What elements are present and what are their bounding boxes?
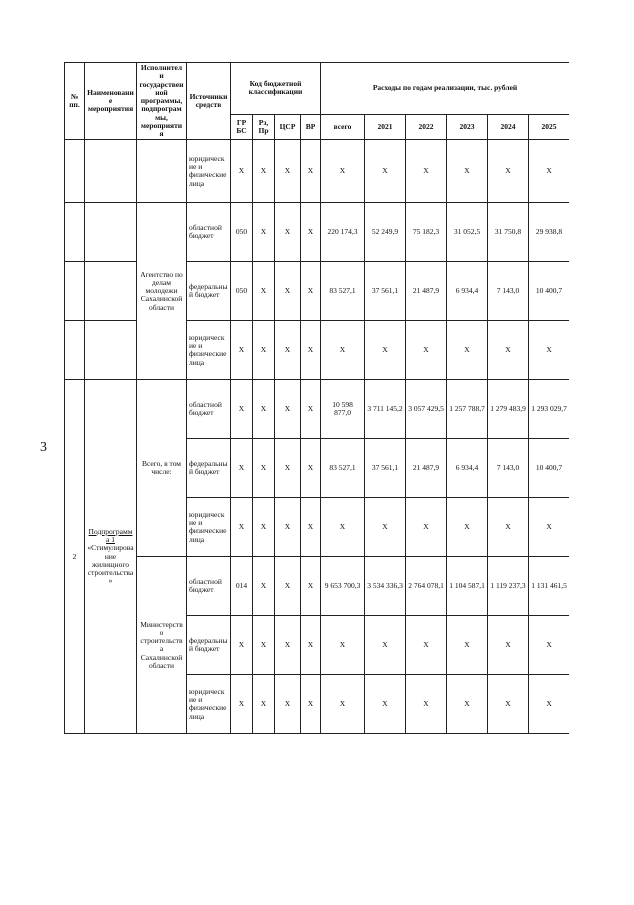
cell-total: X — [321, 675, 365, 734]
cell-source: юридические и физические лица — [187, 140, 231, 203]
cell-2025: X — [529, 140, 570, 203]
cell-2023: X — [447, 498, 488, 557]
cell-source: областной бюджет — [187, 203, 231, 262]
cell-executor-ministry: Министерство строительства Сахалинской области — [137, 557, 187, 734]
header-sources: Источники средств — [187, 63, 231, 140]
cell-grbs: 014 — [231, 557, 253, 616]
cell-2025: 1 131 461,5 — [529, 557, 570, 616]
cell-2024: 1 279 483,9 — [488, 380, 529, 439]
cell-grbs: X — [231, 439, 253, 498]
cell-2023: X — [447, 140, 488, 203]
cell-grbs: 050 — [231, 262, 253, 321]
cell-rzpr: X — [253, 616, 275, 675]
cell-csr: X — [275, 140, 301, 203]
table-wrapper — [64, 62, 569, 840]
cell-vr: X — [301, 140, 321, 203]
cell-executor-total: Всего, в том числе: — [137, 380, 187, 557]
cell-2023: 31 052,5 — [447, 203, 488, 262]
cell-grbs: X — [231, 616, 253, 675]
cell-vr: X — [301, 616, 321, 675]
cell-2021: X — [365, 498, 406, 557]
cell-total: 10 598 877,0 — [321, 380, 365, 439]
cell-2024: X — [488, 321, 529, 380]
cell-2024: 1 119 237,3 — [488, 557, 529, 616]
cell-2021: X — [365, 616, 406, 675]
cell-vr: X — [301, 557, 321, 616]
header-total: всего — [321, 114, 365, 140]
cell-num — [65, 203, 85, 262]
header-executors: Исполнители государственной программы, подпрограммы, мероприятия — [137, 63, 187, 140]
subprogram-title: Подпрограмма 1 — [88, 526, 133, 545]
cell-2021: 3 534 336,3 — [365, 557, 406, 616]
cell-csr: X — [275, 203, 301, 262]
table-row — [65, 203, 570, 262]
cell-2021: 37 561,1 — [365, 439, 406, 498]
cell-grbs: X — [231, 140, 253, 203]
cell-vr: X — [301, 262, 321, 321]
cell-rzpr: X — [253, 498, 275, 557]
header-2025: 2025 — [529, 114, 570, 140]
header-kbk-group: Код бюджетной классификации — [231, 63, 321, 115]
cell-csr: X — [275, 321, 301, 380]
cell-vr: X — [301, 203, 321, 262]
cell-source: областной бюджет — [187, 380, 231, 439]
cell-grbs: X — [231, 380, 253, 439]
cell-total: 83 527,1 — [321, 262, 365, 321]
cell-2025: 10 400,7 — [529, 262, 570, 321]
cell-csr: X — [275, 262, 301, 321]
cell-2024: X — [488, 675, 529, 734]
cell-total: X — [321, 498, 365, 557]
header-rzpr: Рз, Пр — [253, 114, 275, 140]
cell-2025: X — [529, 616, 570, 675]
header-name: Наименование мероприятия — [85, 63, 137, 140]
cell-source: федеральный бюджет — [187, 262, 231, 321]
cell-2021: X — [365, 140, 406, 203]
cell-2023: X — [447, 321, 488, 380]
cell-2022: 21 487,9 — [406, 262, 447, 321]
cell-csr: X — [275, 616, 301, 675]
table-row — [65, 380, 570, 439]
cell-vr: X — [301, 439, 321, 498]
cell-2025: X — [529, 321, 570, 380]
header-2021: 2021 — [365, 114, 406, 140]
cell-2022: X — [406, 675, 447, 734]
cell-num — [65, 262, 85, 321]
cell-source: федеральный бюджет — [187, 439, 231, 498]
budget-table — [64, 62, 569, 734]
cell-source: областной бюджет — [187, 557, 231, 616]
cell-2023: 6 934,4 — [447, 262, 488, 321]
cell-2023: 1 104 587,1 — [447, 557, 488, 616]
cell-csr: X — [275, 498, 301, 557]
cell-rzpr: X — [253, 380, 275, 439]
cell-2021: X — [365, 675, 406, 734]
cell-2022: X — [406, 321, 447, 380]
cell-csr: X — [275, 380, 301, 439]
cell-rzpr: X — [253, 140, 275, 203]
cell-2024: X — [488, 140, 529, 203]
cell-2022: 3 057 429,5 — [406, 380, 447, 439]
cell-rzpr: X — [253, 203, 275, 262]
cell-grbs: X — [231, 675, 253, 734]
cell-source: федеральный бюджет — [187, 616, 231, 675]
cell-rzpr: X — [253, 439, 275, 498]
subprogram-name: «Стимулирование жилищного строительства» — [87, 543, 134, 586]
cell-2021: X — [365, 321, 406, 380]
cell-2023: X — [447, 616, 488, 675]
cell-source: юридические и физические лица — [187, 321, 231, 380]
cell-csr: X — [275, 675, 301, 734]
cell-2023: 6 934,4 — [447, 439, 488, 498]
cell-rzpr: X — [253, 321, 275, 380]
cell-total: 9 653 700,3 — [321, 557, 365, 616]
cell-rzpr: X — [253, 557, 275, 616]
cell-executor-agency-youth: Агентство по делам молодежи Сахалинской области — [137, 203, 187, 380]
cell-source: юридические и физические лица — [187, 675, 231, 734]
cell-2024: X — [488, 498, 529, 557]
cell-rzpr: X — [253, 675, 275, 734]
header-2024: 2024 — [488, 114, 529, 140]
cell-2024: 7 143,0 — [488, 439, 529, 498]
cell-total: X — [321, 140, 365, 203]
cell-rzpr: X — [253, 262, 275, 321]
cell-name — [85, 140, 137, 203]
cell-num — [65, 321, 85, 380]
cell-2023: X — [447, 675, 488, 734]
cell-2024: X — [488, 616, 529, 675]
cell-total: X — [321, 321, 365, 380]
cell-csr: X — [275, 439, 301, 498]
cell-grbs: 050 — [231, 203, 253, 262]
cell-2022: 2 764 078,1 — [406, 557, 447, 616]
cell-2022: 75 182,3 — [406, 203, 447, 262]
cell-num — [65, 140, 85, 203]
cell-grbs: X — [231, 321, 253, 380]
cell-vr: X — [301, 498, 321, 557]
cell-total: 220 174,3 — [321, 203, 365, 262]
header-num: № пп. — [65, 63, 85, 140]
cell-num-subprogram: 2 — [65, 380, 85, 734]
cell-2021: 3 711 145,2 — [365, 380, 406, 439]
table-row — [65, 557, 570, 616]
cell-2025: 29 938,8 — [529, 203, 570, 262]
cell-2025: 1 293 029,7 — [529, 380, 570, 439]
cell-2025: X — [529, 498, 570, 557]
cell-vr: X — [301, 675, 321, 734]
header-csr: ЦСР — [275, 114, 301, 140]
cell-source: юридические и физические лица — [187, 498, 231, 557]
cell-2022: X — [406, 140, 447, 203]
cell-executor — [137, 140, 187, 203]
cell-csr: X — [275, 557, 301, 616]
cell-2024: 31 750,8 — [488, 203, 529, 262]
cell-2022: X — [406, 498, 447, 557]
cell-name-subprogram — [85, 380, 137, 734]
header-expenses-group: Расходы по годам реализации, тыс. рублей — [321, 63, 570, 115]
cell-total: X — [321, 616, 365, 675]
cell-vr: X — [301, 321, 321, 380]
header-2023: 2023 — [447, 114, 488, 140]
cell-2022: X — [406, 616, 447, 675]
cell-vr: X — [301, 380, 321, 439]
cell-2024: 7 143,0 — [488, 262, 529, 321]
cell-2025: 10 400,7 — [529, 439, 570, 498]
cell-2021: 52 249,9 — [365, 203, 406, 262]
cell-name — [85, 321, 137, 380]
cell-2022: 21 487,9 — [406, 439, 447, 498]
cell-2023: 1 257 788,7 — [447, 380, 488, 439]
header-grbs: ГР БС — [231, 114, 253, 140]
cell-grbs: X — [231, 498, 253, 557]
header-2022: 2022 — [406, 114, 447, 140]
cell-total: 83 527,1 — [321, 439, 365, 498]
cell-2021: 37 561,1 — [365, 262, 406, 321]
cell-name — [85, 203, 137, 262]
cell-2025: X — [529, 675, 570, 734]
header-vr: ВР — [301, 114, 321, 140]
cell-name — [85, 262, 137, 321]
page-number: 3 — [40, 440, 47, 455]
table-row — [65, 140, 570, 203]
